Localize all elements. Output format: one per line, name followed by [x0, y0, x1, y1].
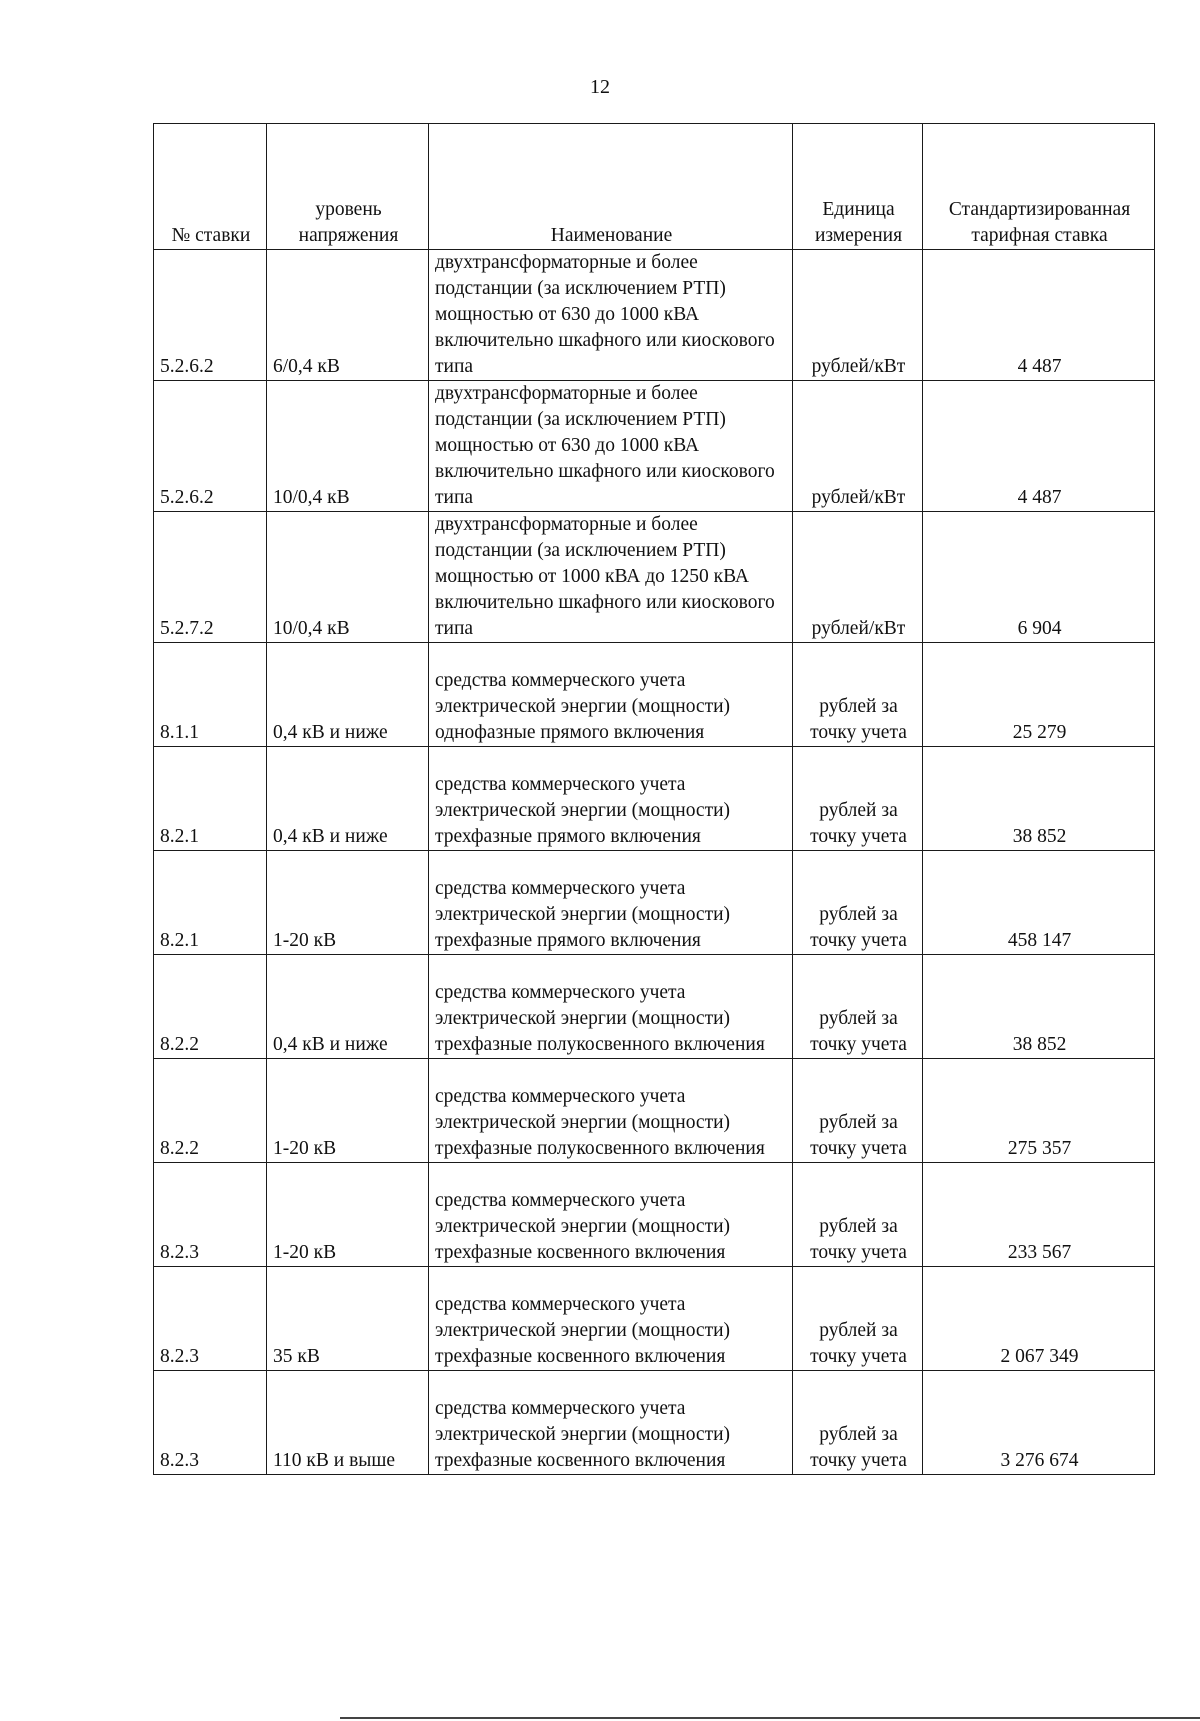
cell-rate-no: 5.2.6.2 — [154, 250, 267, 381]
table-row — [154, 1267, 1155, 1371]
page-number: 12 — [590, 76, 610, 98]
cell-voltage: 0,4 кВ и ниже — [267, 747, 429, 851]
table-row — [154, 643, 1155, 747]
cell-name: средства коммерческого учета электрической энергии (мощности) трехфазные полукосвенного включения — [429, 955, 793, 1059]
cell-voltage: 6/0,4 кВ — [267, 250, 429, 381]
cell-rate-no: 8.2.1 — [154, 747, 267, 851]
cell-name: двухтрансформаторные и более подстанции (за исключением РТП) мощностью от 630 до 1000 кВА включительно шкафного или киоскового типа — [429, 250, 793, 381]
cell-rate: 3 276 674 — [923, 1371, 1155, 1475]
header-name: Наименование — [429, 124, 793, 250]
header-voltage: уровень напряжения — [267, 124, 429, 250]
cell-rate-no: 8.2.1 — [154, 851, 267, 955]
header-rate: Стандартизированная тарифная ставка — [923, 124, 1155, 250]
cell-rate: 233 567 — [923, 1163, 1155, 1267]
cell-rate: 38 852 — [923, 747, 1155, 851]
cell-rate-no: 5.2.6.2 — [154, 381, 267, 512]
cell-unit: рублей за точку учета — [793, 1267, 923, 1371]
table-row — [154, 1059, 1155, 1163]
cell-rate-no: 5.2.7.2 — [154, 512, 267, 643]
cell-unit: рублей за точку учета — [793, 851, 923, 955]
cell-name: средства коммерческого учета электрической энергии (мощности) трехфазные прямого включения — [429, 851, 793, 955]
cell-rate: 4 487 — [923, 250, 1155, 381]
cell-unit: рублей/кВт — [793, 512, 923, 643]
cell-unit: рублей/кВт — [793, 250, 923, 381]
table-row — [154, 1371, 1155, 1475]
cell-rate: 458 147 — [923, 851, 1155, 955]
cell-voltage: 1-20 кВ — [267, 1059, 429, 1163]
cell-name: двухтрансформаторные и более подстанции (за исключением РТП) мощностью от 630 до 1000 кВА включительно шкафного или киоскового типа — [429, 381, 793, 512]
cell-voltage: 35 кВ — [267, 1267, 429, 1371]
cell-name: средства коммерческого учета электрической энергии (мощности) трехфазные прямого включения — [429, 747, 793, 851]
header-rate-no: № ставки — [154, 124, 267, 250]
cell-rate-no: 8.2.2 — [154, 1059, 267, 1163]
cell-voltage: 1-20 кВ — [267, 1163, 429, 1267]
cell-voltage: 10/0,4 кВ — [267, 381, 429, 512]
cell-rate: 4 487 — [923, 381, 1155, 512]
cell-rate: 38 852 — [923, 955, 1155, 1059]
table-row — [154, 250, 1155, 381]
cell-name: средства коммерческого учета электрической энергии (мощности) трехфазные косвенного включения — [429, 1371, 793, 1475]
cell-name: средства коммерческого учета электрической энергии (мощности) трехфазные косвенного включения — [429, 1267, 793, 1371]
table-row — [154, 512, 1155, 643]
cell-unit: рублей за точку учета — [793, 643, 923, 747]
cell-unit: рублей за точку учета — [793, 1163, 923, 1267]
cell-unit: рублей за точку учета — [793, 747, 923, 851]
cell-rate: 25 279 — [923, 643, 1155, 747]
bottom-scan-rule — [340, 1717, 1200, 1719]
cell-name: средства коммерческого учета электрической энергии (мощности) однофазные прямого включения — [429, 643, 793, 747]
cell-voltage: 10/0,4 кВ — [267, 512, 429, 643]
cell-rate-no: 8.2.2 — [154, 955, 267, 1059]
cell-voltage: 1-20 кВ — [267, 851, 429, 955]
cell-unit: рублей за точку учета — [793, 1059, 923, 1163]
cell-voltage: 110 кВ и выше — [267, 1371, 429, 1475]
cell-name: двухтрансформаторные и более подстанции (за исключением РТП) мощностью от 1000 кВА до 1250 кВА включительно шкафного или киоскового типа — [429, 512, 793, 643]
cell-voltage: 0,4 кВ и ниже — [267, 643, 429, 747]
header-unit: Единица измерения — [793, 124, 923, 250]
cell-rate-no: 8.2.3 — [154, 1371, 267, 1475]
cell-unit: рублей за точку учета — [793, 1371, 923, 1475]
tariff-table — [153, 123, 1155, 1475]
table-row — [154, 851, 1155, 955]
cell-rate: 275 357 — [923, 1059, 1155, 1163]
cell-rate-no: 8.2.3 — [154, 1267, 267, 1371]
cell-rate-no: 8.2.3 — [154, 1163, 267, 1267]
cell-unit: рублей за точку учета — [793, 955, 923, 1059]
cell-rate: 2 067 349 — [923, 1267, 1155, 1371]
table-row — [154, 955, 1155, 1059]
cell-voltage: 0,4 кВ и ниже — [267, 955, 429, 1059]
cell-name: средства коммерческого учета электрической энергии (мощности) трехфазные косвенного включения — [429, 1163, 793, 1267]
table-row — [154, 381, 1155, 512]
cell-rate: 6 904 — [923, 512, 1155, 643]
cell-name: средства коммерческого учета электрической энергии (мощности) трехфазные полукосвенного включения — [429, 1059, 793, 1163]
cell-unit: рублей/кВт — [793, 381, 923, 512]
table-header-row — [154, 124, 1155, 250]
cell-rate-no: 8.1.1 — [154, 643, 267, 747]
table-row — [154, 1163, 1155, 1267]
table-row — [154, 747, 1155, 851]
